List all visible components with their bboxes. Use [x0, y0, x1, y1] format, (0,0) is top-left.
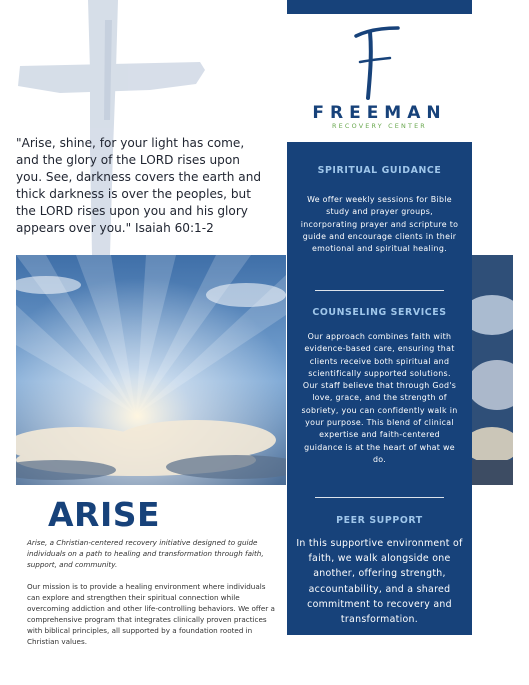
scripture-quote: "Arise, shine, for your light has come, and the glory of the LORD rises upon you. See, darkness covers the earth and thick darkness is over the peoples, but the LORD rises upon you and his glory appears over you." Isaiah 60:1-2 — [16, 136, 262, 235]
arise-mission: Our mission is to provide a healing environment where individuals can explore and strengthen their spiritual connection while overcoming addiction and other life-controlling behaviors. We offer a comprehensive program that integrates clinically proven practices with biblical principles, all supported by a foundation rooted in Christian values. — [27, 582, 275, 646]
section-body-peer: In this supportive environment of faith, we walk alongside one another, offering strength, accountability, and a shared commitment to recovery and transformation. — [296, 538, 463, 626]
arise-title: ARISE — [48, 495, 161, 534]
sky-image-strip — [472, 255, 513, 485]
logo-subtitle: RECOVERY CENTER — [332, 122, 427, 130]
section-heading-peer: PEER SUPPORT — [336, 515, 423, 526]
header-bar — [287, 0, 472, 14]
section-heading-counseling: COUNSELING SERVICES — [312, 307, 447, 318]
logo-f-icon — [350, 24, 400, 100]
logo-name: FREEMAN — [312, 103, 447, 123]
sky-image — [16, 255, 286, 485]
arise-intro: Arise, a Christian-centered recovery initiative designed to guide individuals on a path to healing and transformation through faith, support, and community. — [27, 538, 264, 569]
divider — [315, 497, 444, 498]
divider — [315, 290, 444, 291]
section-body-counseling: Our approach combines faith with evidence-based care, ensuring that clients receive both spiritual and scientifically supported solutions. Our staff believe that through God's love, grace, and the strength of sobriety, you can confidently walk in your purpose. This blend of clinical expertise and faith-centered guidance is at the heart of what we do. — [301, 332, 458, 464]
section-heading-spiritual: SPIRITUAL GUIDANCE — [317, 165, 442, 176]
section-body-spiritual: We offer weekly sessions for Bible study and prayer groups, incorporating prayer and scripture to guide and encourage clients in their emotional and spiritual healing. — [300, 195, 459, 254]
